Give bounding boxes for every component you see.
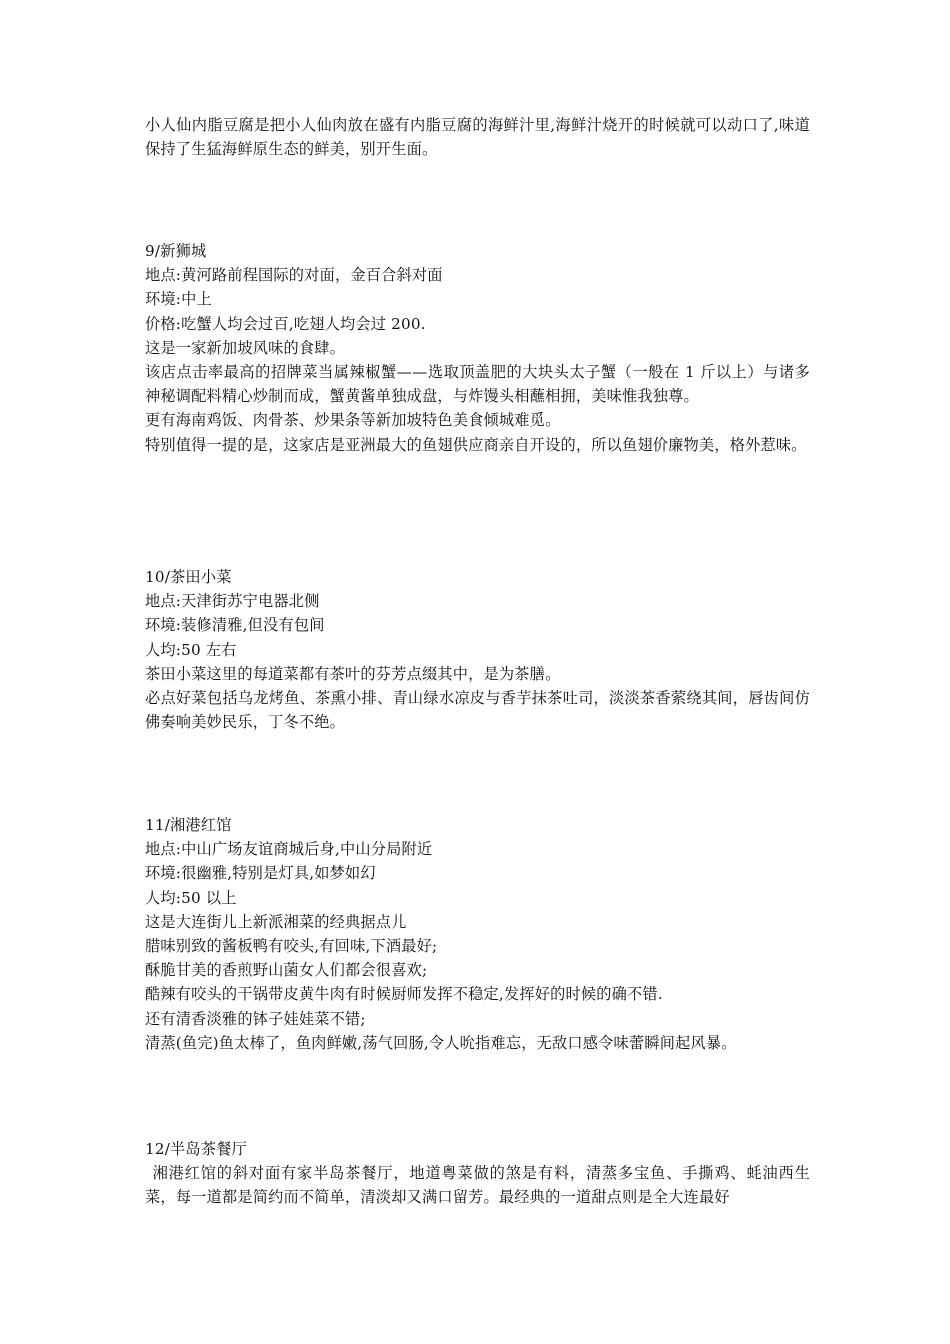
section-line: 人均:50 以上	[145, 888, 237, 907]
section-line: 这是大连街儿上新派湘菜的经典据点儿	[145, 912, 407, 931]
section-line: 环境:中上	[145, 290, 212, 309]
section-xianggang-hongguan	[145, 813, 810, 1055]
section-title: 12/半岛茶餐厅	[145, 1140, 247, 1158]
section-line: 人均:50 左右	[145, 640, 237, 659]
section-line: 清蒸(鱼完)鱼太棒了，鱼肉鲜嫩,荡气回肠,令人吮指难忘，无敌口感令味蕾瞬间起风暴。	[145, 1033, 737, 1052]
section-line: 特别值得一提的是，这家店是亚洲最大的鱼翅供应商亲自开设的，所以鱼翅价廉物美，格外惹味。	[145, 435, 807, 454]
section-line: 酷辣有咬头的干锅带皮黄牛肉有时候厨师发挥不稳定,发挥好的时候的确不错.	[145, 985, 663, 1004]
section-line: 这是一家新加坡风味的食肆。	[145, 338, 346, 357]
section-line: 酥脆甘美的香煎野山菌女人们都会很喜欢;	[145, 961, 428, 980]
section-title: 9/新狮城	[145, 242, 207, 260]
intro-paragraph: 小人仙内脂豆腐是把小人仙肉放在盛有内脂豆腐的海鲜汁里,海鲜汁烧开的时候就可以动口了,味道保持了生猛海鲜原生态的鲜美，别开生面。	[145, 116, 810, 159]
section-bandao-chacanting	[145, 1137, 810, 1210]
section-line: 茶田小菜这里的每道菜都有茶叶的芬芳点缀其中，是为茶膳。	[145, 664, 561, 683]
section-title: 11/湘港红馆	[145, 816, 232, 834]
section-line: 该店点击率最高的招牌菜当属辣椒蟹——选取顶盖肥的大块头太子蟹（一般在 1 斤以上）与诸多神秘调配料精心炒制而成，蟹黄酱单独成盘，与炸馒头相蘸相拥，美味惟我独尊。	[145, 363, 810, 406]
section-xinshicheng	[145, 239, 810, 457]
section-line: 环境:很幽雅,特别是灯具,如梦如幻	[145, 864, 376, 883]
section-line: 地点:中山广场友谊商城后身,中山分局附近	[145, 840, 433, 859]
section-line: 价格:吃蟹人均会过百,吃翅人均会过 200.	[145, 314, 426, 333]
section-line: 地点:天津街苏宁电器北侧	[145, 592, 320, 611]
section-line: 更有海南鸡饭、肉骨茶、炒果条等新加坡特色美食倾城难觅。	[145, 411, 561, 430]
section-line: 还有清香淡雅的钵子娃娃菜不错;	[145, 1009, 366, 1028]
section-line: 必点好菜包括乌龙烤鱼、茶熏小排、青山绿水凉皮与香芋抹茶吐司，淡淡茶香萦绕其间，唇齿间仿佛奏响美妙民乐，丁冬不绝。	[145, 689, 810, 732]
section-title: 10/茶田小菜	[145, 568, 232, 586]
section-chatian-xiaocai	[145, 565, 810, 734]
section-line: 腊味别致的酱板鸭有咬头,有回味,下酒最好;	[145, 937, 438, 956]
section-line: 地点:黄河路前程国际的对面，金百合斜对面	[145, 266, 443, 285]
section-line: 环境:装修清雅,但没有包间	[145, 616, 325, 635]
section-line: 湘港红馆的斜对面有家半岛茶餐厅，地道粤菜做的煞是有料，清蒸多宝鱼、手撕鸡、蚝油西生菜，每一道都是简约而不简单，清淡却又满口留芳。最经典的一道甜点则是全大连最好	[145, 1164, 810, 1207]
intro-block	[145, 113, 810, 161]
